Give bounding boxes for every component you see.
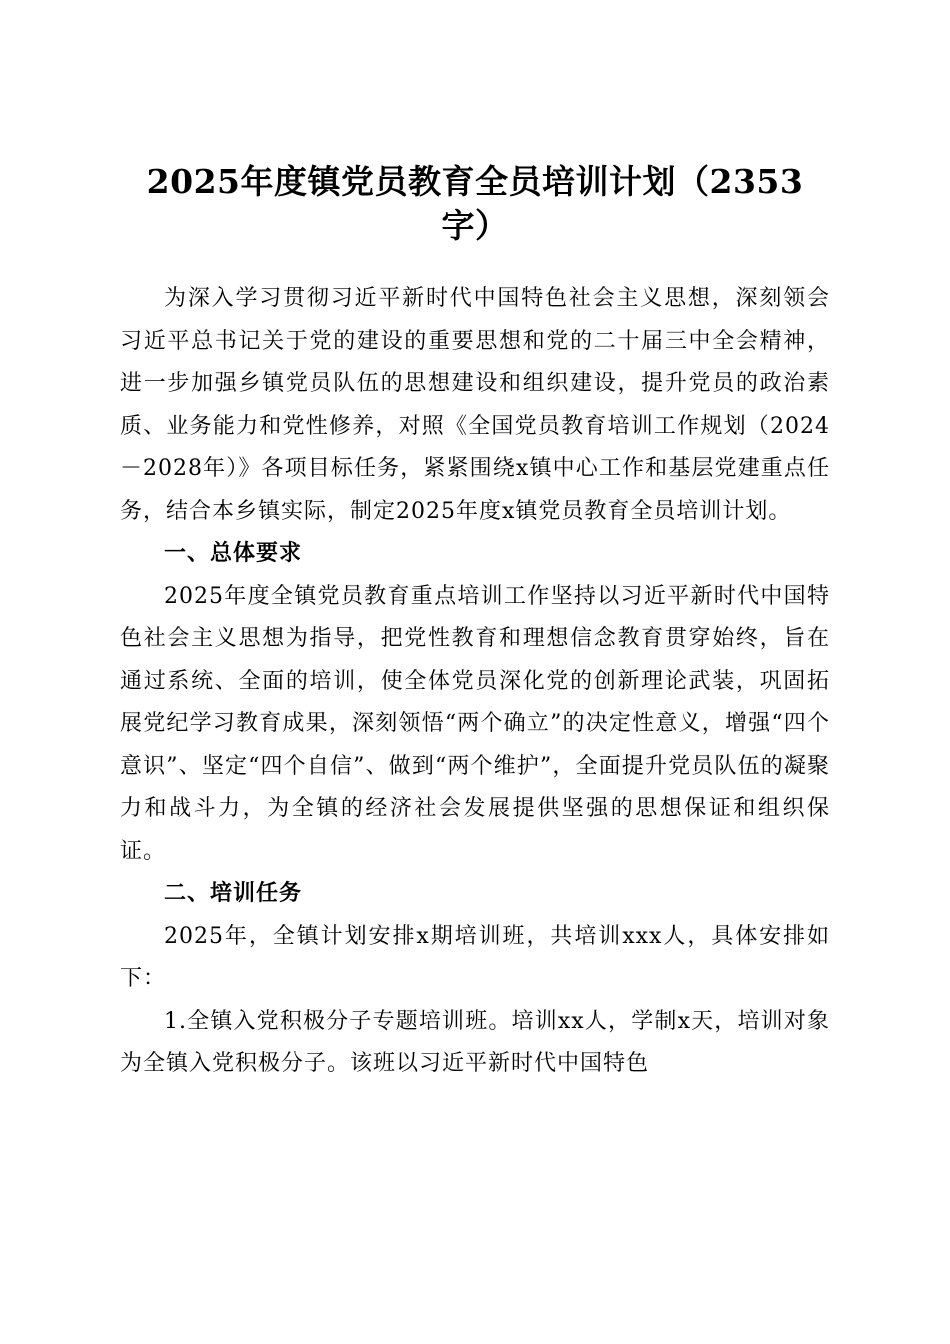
document-body	[120, 278, 830, 1086]
section-heading-overall-requirements: 一、总体要求	[164, 541, 303, 566]
training-item-1: 1.全镇入党积极分子专题培训班。培训xx人，学制x天，培训对象为全镇入党积极分子。该班以习近平新时代中国特色	[120, 1008, 830, 1076]
title-line-1: 2025年度镇党员教育全员培训计划（2353	[146, 162, 804, 202]
intro-paragraph: 为深入学习贯彻习近平新时代中国特色社会主义思想，深刻领会习近平总书记关于党的建设的重要思想和党的二十届三中全会精神，进一步加强乡镇党员队伍的思想建设和组织建设，提升党员的政治素质、业务能力和党性修养，对照《全国党员教育培训工作规划（2024－2028年）》各项目标任务，紧紧围绕x镇中心工作和基层党建重点任务，结合本乡镇实际，制定2025年度x镇党员教育全员培训计划。	[120, 286, 830, 524]
title-line-2: 字）	[441, 206, 509, 246]
section-heading-training-tasks: 二、培训任务	[164, 881, 303, 906]
overall-requirements-paragraph: 2025年度全镇党员教育重点培训工作坚持以习近平新时代中国特色社会主义思想为指导，把党性教育和理想信念教育贯穿始终，旨在通过系统、全面的培训，使全体党员深化党的创新理论武装，巩固拓展党纪学习教育成果，深刻领悟“两个确立”的决定性意义，增强“四个意识”、坚定“四个自信”、做到“两个维护”，全面提升党员队伍的凝聚力和战斗力，为全镇的经济社会发展提供坚强的思想保证和组织保证。	[120, 583, 830, 864]
document-title	[120, 160, 830, 248]
training-tasks-paragraph: 2025年，全镇计划安排x期培训班，共培训xxx人，具体安排如下：	[120, 923, 830, 991]
